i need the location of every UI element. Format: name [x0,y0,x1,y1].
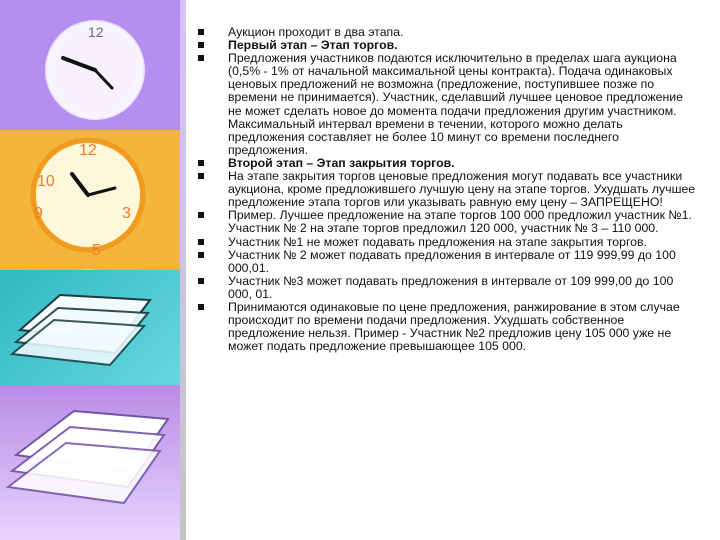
papers-icon [0,385,180,540]
list-item [198,249,698,275]
list-item [198,170,698,209]
bullet-icon [198,29,204,35]
bullet-icon [198,278,204,284]
list-item [198,52,698,157]
list-item-text: Предложения участников подаются исключительно в пределах шага аукциона (0,5% - 1% от начальной максимальной цены контракта). Подача одинаковых ценовых предложений не возможна (предложение, поступившее позже по времени не принимается). Участник, сделавший лучшее ценовое предложение не может сделать новое до момента подачи предложения другим участником. Максимальный интервал времени в течении, которого можно делать предложения составляет не более 10 минут со времени последнего предложения. [228,51,684,157]
orange-clock-panel [0,130,180,270]
papers-top-panel [0,270,180,385]
papers-icon [0,270,180,385]
list-item-text: Участник №1 не может подавать предложения на этапе закрытия торгов. [228,234,647,249]
list-item-text: Принимаются одинаковые по цене предложения, ранжирование в этом случае происходит по времени подачи предложения. Ухудшать собственное предложение нельзя. Пример - Участник №2 предложив цену 105 000 уже не может подать предложение превышающее 105 000. [228,299,680,354]
bullet-icon [198,212,204,218]
clock-icon [0,130,180,270]
list-item [198,301,698,353]
list-item [198,209,698,235]
list-item-text: Аукцион проходит в два этапа. [228,25,404,39]
bullet-icon [198,42,204,48]
papers-bottom-panel [0,385,180,540]
decorative-photo-strip [0,0,180,540]
list-item [198,275,698,301]
content-area [198,26,698,353]
bullet-icon [198,252,204,258]
vertical-divider [180,0,186,540]
list-item-text: Участник № 2 может подавать предложения в интервале от 119 999,99 до 100 000,01. [228,247,676,275]
list-item-text: Первый этап – Этап торгов. [228,38,398,53]
svg-text:9: 9 [34,205,43,222]
bullet-icon [198,239,204,245]
purple-clock-panel [0,0,180,130]
list-item-text: На этапе закрытия торгов ценовые предложения могут подавать все участники аукциона, кроме предложившего лучшую цену на этапе торгов. Ухудшать лучшее предложение этапа торгов или указывать равную ему цену – ЗАПРЕЩЕНО! [228,169,696,210]
bullet-icon [198,304,204,310]
bullet-icon [198,173,204,179]
svg-text:10: 10 [37,173,55,190]
svg-text:3: 3 [122,205,131,222]
svg-text:5: 5 [92,242,101,259]
bullet-icon [198,55,204,61]
bullet-icon [198,160,204,166]
list-item-text: Участник №3 может подавать предложения в интервале от 109 999,00 до 100 000, 01. [228,273,674,301]
clock-icon [0,0,180,130]
list-item-text: Второй этап – Этап закрытия торгов. [228,155,455,170]
list-item-text: Пример. Лучшее предложение на этапе торгов 100 000 предложил участник №1. Участник № 2 на этапе торгов предложил 120 000, участник № 3 – 110 000. [228,208,692,236]
svg-text:12: 12 [79,142,97,159]
svg-text:12: 12 [88,24,104,40]
bullet-list [198,26,698,353]
